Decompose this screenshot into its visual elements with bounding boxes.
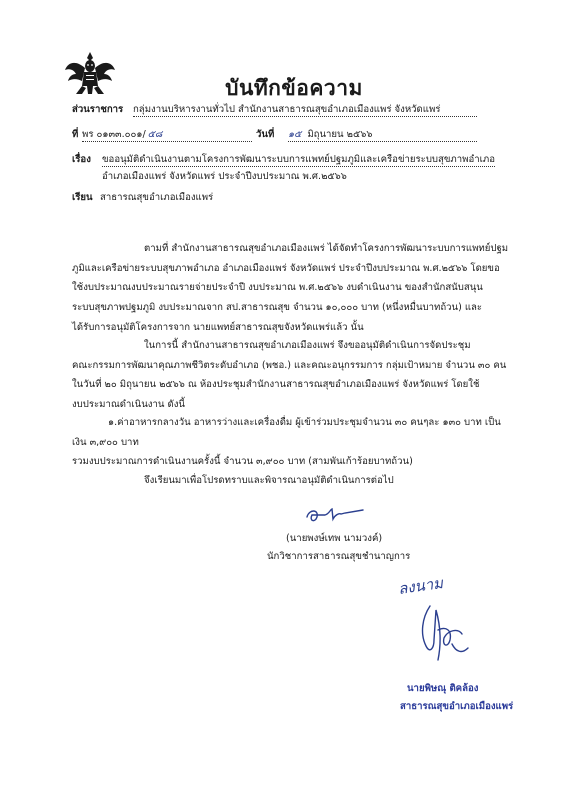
handwritten-signature [303, 505, 365, 527]
agency-label: ส่วนราชการ [72, 104, 124, 115]
item-1-line: เงิน ๓,๙๐๐ บาท [72, 436, 139, 448]
subject-line1: ขออนุมัติดำเนินงานตามโครงการพัฒนาระบบการแพทย์ปฐมภูมิและเครือข่ายระบบสุขภาพอำเภอ [102, 154, 495, 165]
p2-line: ในวันที่ ๒๐ มิถุนายน ๒๕๖๖ ณ ห้องประชุมสำนักงานสาธารณสุขอำเภอเมืองแพร่ จังหวัดแพร่ โดยใช้ [72, 379, 480, 391]
p2-line: ในการนี้ สำนักงานสาธารณสุขอำเภอเมืองแพร่ จึงขออนุมัติดำเนินการจัดประชุม [144, 340, 471, 351]
ref-label: ที่ [72, 129, 79, 140]
p1-line: ระบบสุขภาพปฐมภูมิ งบประมาณจาก สป.สาธารณสุข จำนวน ๑๐,๐๐๐ บาท (หนึ่งหมื่นบาทถ้วน) และ [72, 302, 483, 314]
item-1-line: ๑.ค่าอาหารกลางวัน อาหารว่างและเครื่องดื่ม ผู้เข้าร่วมประชุมจำนวน ๓๐ คนๆละ ๑๓๐ บาท เป็น [108, 417, 501, 428]
p1-line: ได้รับการอนุมัติโครงการจาก นายแพทย์สาธารณสุขจังหวัดแพร่แล้ว นั้น [72, 321, 364, 333]
approval-signature [412, 600, 472, 666]
p1-line: ใช้งบประมาณงบประมาณรายจ่ายประจำปี งบประมาณ พ.ศ.๒๕๖๖ งบดำเนินงาน ของสำนักสนับสนุน [72, 282, 483, 294]
subject-label: เรื่อง [72, 154, 91, 165]
signer-position: นักวิชาการสาธารณสุขชำนาญการ [267, 551, 411, 562]
p2-line: คณะกรรมการพัฒนาคุณภาพชีวิตระดับอำเภอ (พชอ.) และคณะอนุกรรมการ กลุ่มเป้าหมาย จำนวน ๓๐ คน [72, 359, 507, 371]
ref-handwritten: ๕๘ [147, 129, 163, 140]
p1-line: ตามที่ สำนักงานสาธารณสุขอำเภอเมืองแพร่ ได้จัดทำโครงการพัฒนาระบบการแพทย์ปฐม [144, 243, 509, 254]
date-value [288, 128, 477, 142]
p1-line: ภูมิและเครือข่ายระบบสุขภาพอำเภอ อำเภอเมืองแพร่ จังหวัดแพร่ ประจำปีงบประมาณ พ.ศ.๒๕๖๖ โดยขอ [72, 262, 500, 274]
ref-number: พร ๐๑๓๓.๐๐๑/ [82, 129, 146, 140]
date-day-handwritten: ๑๕ [288, 129, 302, 140]
closing-line: จึงเรียนมาเพื่อโปรดทราบและพิจารณาอนุมัติดำเนินการต่อไป [144, 475, 394, 486]
stamp-position: สาธารณสุขอำเภอเมืองแพร่ [400, 701, 514, 712]
total-line: รวมงบประมาณการดำเนินงานครั้งนี้ จำนวน ๓,๙๐๐ บาท (สามพันเก้าร้อยบาทถ้วน) [72, 456, 413, 468]
approval-handwritten-text: ลงนาม [396, 573, 445, 599]
stamp-name: นายพิษณุ ติคล้อง [407, 683, 479, 694]
document-title: บันทึกข้อความ [225, 76, 363, 100]
paragraph-2 [72, 336, 522, 415]
p2-line: งบประมาณดำเนินงาน ดังนี้ [72, 399, 185, 411]
paragraph-1 [72, 239, 522, 338]
ref-value [82, 128, 252, 142]
expense-items [72, 413, 522, 472]
date-label: วันที่ [256, 129, 275, 140]
to-label: เรียน [72, 192, 93, 203]
to-value: สาธารณสุขอำเภอเมืองแพร่ [100, 192, 214, 203]
signer-name: (นายพงษ์เทพ นามวงค์) [286, 533, 383, 544]
subject-line2: อำเภอเมืองแพร่ จังหวัดแพร่ ประจำปีงบประมาณ พ.ศ.๒๕๖๖ [102, 171, 347, 182]
date-text: มิถุนายน ๒๕๖๖ [307, 129, 373, 140]
agency-value: กลุ่มงานบริหารงานทั่วไป สำนักงานสาธารณสุขอำเภอเมืองแพร่ จังหวัดแพร่ [133, 103, 477, 117]
